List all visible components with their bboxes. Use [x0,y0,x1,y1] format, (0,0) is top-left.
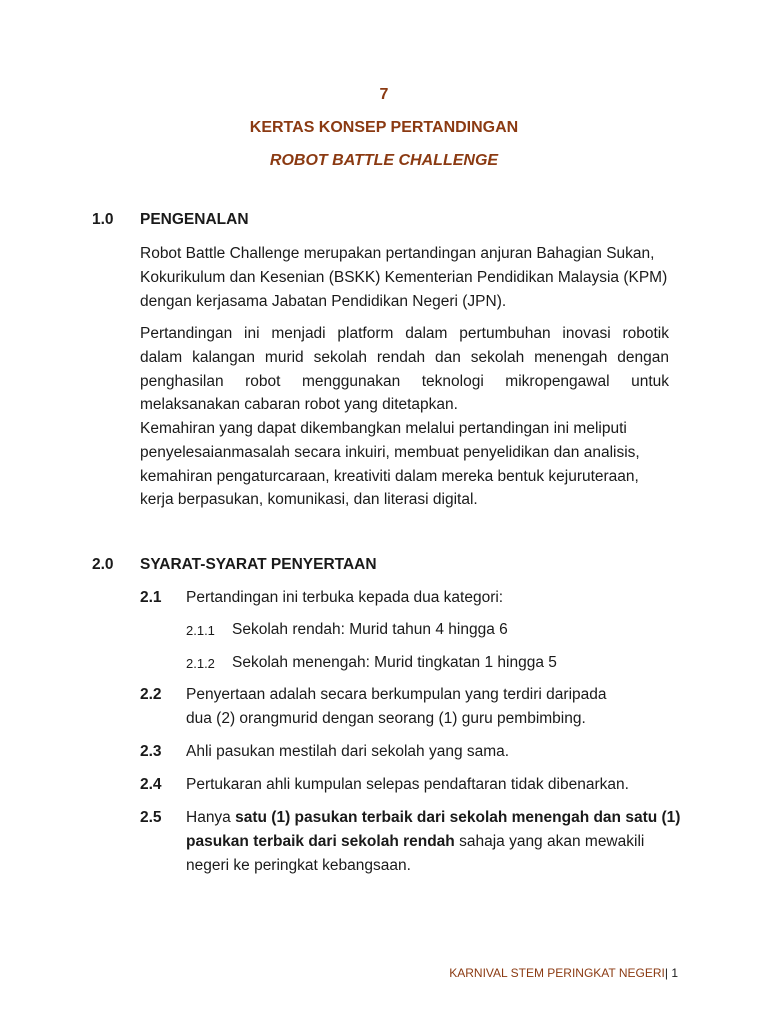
paragraph-2-line: penghasilan robot menggunakan teknologi mikropengawal untuk [140,373,669,390]
section-2-heading: SYARAT-SYARAT PENYERTAAN [140,556,377,573]
paragraph-3-line: kemahiran pengaturcaraan, kreativiti dalam mereka bentuk kejuruteraan, [140,468,639,485]
subitem-number: 2.1.2 [186,656,215,671]
footer-separator: | [664,966,672,980]
item-number: 2.5 [140,809,162,826]
footer-text: KARNIVAL STEM PERINGKAT NEGERI [449,966,665,980]
item-number: 2.2 [140,686,162,703]
paragraph-3-line: Kemahiran yang dapat dikembangkan melalui pertandingan ini meliputi [140,420,627,437]
section-1-number: 1.0 [92,211,114,228]
section-1-heading: PENGENALAN [140,211,249,228]
item-number: 2.4 [140,776,162,793]
item-text: Ahli pasukan mestilah dari sekolah yang sama. [186,743,510,760]
item-text-bold: satu (1) pasukan terbaik dari sekolah menengah dan satu (1) [235,809,681,826]
item-text [186,833,644,851]
paragraph-3-line: kerja berpasukan, komunikasi, dan literasi digital. [140,491,478,508]
item-text: Pertukaran ahli kumpulan selepas pendaftaran tidak dibenarkan. [186,776,629,793]
page-number: 1 [671,966,678,980]
paragraph-1-line: dengan kerjasama Jabatan Pendidikan Negeri (JPN). [140,293,507,310]
item-text-plain: sahaja yang akan mewakili [454,833,645,850]
paragraph-2-line: melaksanakan cabaran robot yang ditetapkan. [140,396,458,413]
item-text [186,809,680,827]
item-text-plain: Hanya [186,809,236,826]
section-2-number: 2.0 [92,556,114,573]
item-text: dua (2) orangmurid dengan seorang (1) guru pembimbing. [186,710,586,727]
page-title: KERTAS KONSEP PERTANDINGAN [249,119,519,136]
section-number: 7 [379,86,389,103]
paragraph-2-line: dalam kalangan murid sekolah rendah dan sekolah menengah dengan [140,349,669,366]
subitem-text: Sekolah rendah: Murid tahun 4 hingga 6 [232,621,508,638]
item-text: Penyertaan adalah secara berkumpulan yang terdiri daripada [186,686,607,703]
page-footer [449,966,678,980]
item-text-bold: pasukan terbaik dari sekolah rendah [186,833,455,850]
item-number: 2.3 [140,743,162,760]
paragraph-2-line: Pertandingan ini menjadi platform dalam pertumbuhan inovasi robotik [140,325,669,342]
item-number: 2.1 [140,589,162,606]
subitem-number: 2.1.1 [186,623,215,638]
paragraph-3-line: penyelesaianmasalah secara inkuiri, membuat penyelidikan dan analisis, [140,444,640,461]
paragraph-1-line: Kokurikulum dan Kesenian (BSKK) Kementerian Pendidikan Malaysia (KPM) [140,269,668,286]
item-text: Pertandingan ini terbuka kepada dua kategori: [186,589,504,606]
item-text: negeri ke peringkat kebangsaan. [186,857,411,874]
page-subtitle: ROBOT BATTLE CHALLENGE [269,152,499,169]
subitem-text: Sekolah menengah: Murid tingkatan 1 hingga 5 [232,654,557,671]
paragraph-1-line: Robot Battle Challenge merupakan pertandingan anjuran Bahagian Sukan, [140,245,655,262]
